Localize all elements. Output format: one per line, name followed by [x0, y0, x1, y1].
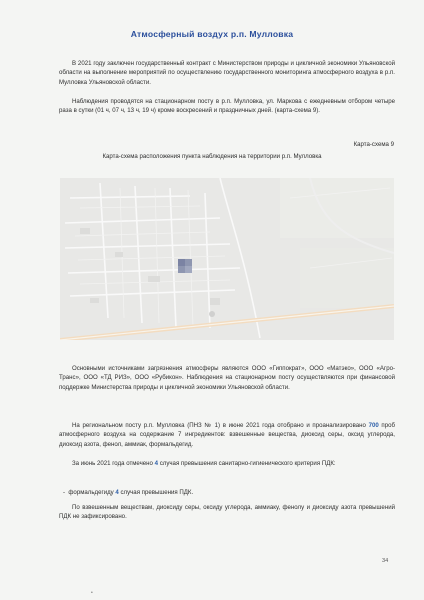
- formaldehyde-count: 4: [115, 489, 119, 496]
- formaldehyde-bullet: [63, 489, 193, 496]
- samples-text-start: На региональном посту р.п. Мулловка (ПНЗ № 1) в июне 2021 года отобрано и проанализировано: [72, 422, 369, 429]
- bullet-text-start: формальдегиду: [68, 489, 116, 496]
- footer-dot: •: [91, 590, 93, 596]
- samples-count: 700: [368, 422, 379, 429]
- samples-text-end: проб атмосферного воздуха на содержание 7 ингредиентов: взвешенные вещества, диоксид серы, оксид углерода, диоксид азота, фенол, аммиак, формальдегид.: [59, 422, 396, 448]
- paragraph-observations: Наблюдения проводятся на стационарном посту в р.п. Мулловка, ул. Маркова с ежедневным отбором четыре раза в сутки (01 ч, 07 ч, 13 ч, 19 ч) кроме воскресений и праздничных дней. (карта-схема 9).: [59, 98, 395, 115]
- exceedances-text-end: случая превышения санитарно-гигиенического критерия ПДК:: [158, 460, 336, 467]
- paragraph-no-exceedances: По взвешенным веществам, диоксиду серы, оксиду углерода, аммиаку, фенолу и диоксиду азота превышений ПДК не зафиксировано.: [59, 504, 395, 521]
- paragraph-exceedances: [59, 459, 395, 468]
- bullet-text-end: случая превышения ПДК.: [118, 489, 194, 496]
- page-number: 34: [382, 558, 389, 564]
- observation-post-marker: [178, 259, 192, 273]
- map-label: Карта-схема 9: [353, 141, 394, 148]
- paragraph-samples: [59, 421, 395, 449]
- location-map: [60, 178, 394, 340]
- paragraph-sources: Основными источниками загрязнения атмосферы являются ООО «Гиппократ», ООО «Матэко», ООО «Агро-Транс», ООО «ТД РИЗ», ООО «Рубикон». Наблюдения на стационарном посту осуществляются при финансовой поддержке Министерства природы и цикличной экономики Ульяновской области.: [59, 365, 395, 391]
- map-caption: Карта-схема расположения пункта наблюдения на территории р.п. Мулловка: [102, 153, 322, 160]
- page-title: Атмосферный воздух р.п. Мулловка: [130, 29, 294, 39]
- bullet-dash: -: [63, 489, 66, 496]
- paragraph-contract: В 2021 году заключен государственный контракт с Министерством природы и цикличной экономики Ульяновской области на выполнение мероприятий по осуществлению государственного мониторинга атмосферного воздуха в р.п. Мулловка Ульяновской области.: [59, 60, 395, 86]
- exceedances-count: 4: [154, 460, 159, 467]
- exceedances-text-start: За июнь 2021 года отмечено: [72, 460, 155, 467]
